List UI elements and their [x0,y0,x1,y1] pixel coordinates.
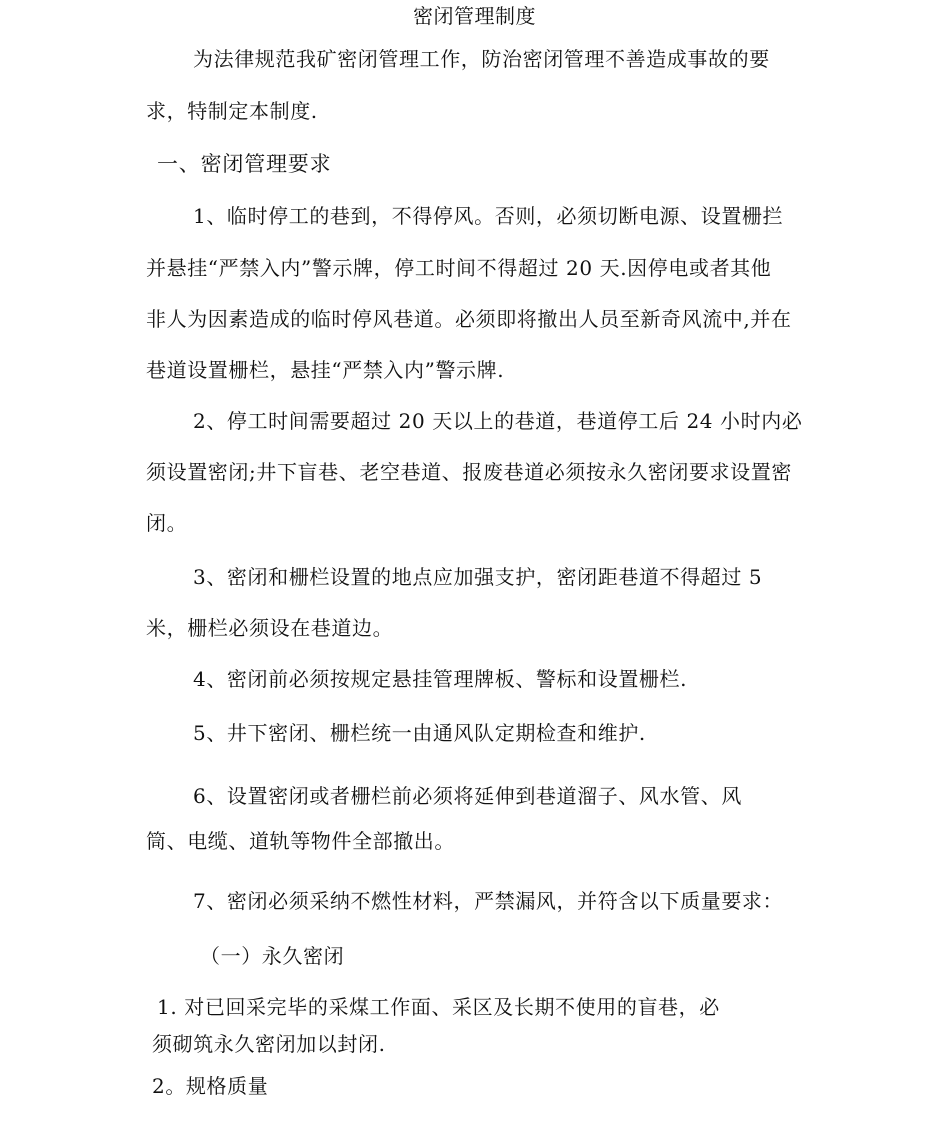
document-title: 密闭管理制度 [413,4,536,28]
item-2-line-2: 须设置密闭;井下盲巷、老空巷道、报废巷道必须按永久密闭要求设置密 [146,460,792,484]
sub-item-2: 2。规格质量 [152,1074,269,1098]
sub-item-1-line-2: 须砌筑永久密闭加以封闭. [152,1032,386,1056]
item-2-line-1: 2、停工时间需要超过 20 天以上的巷道，巷道停工后 24 小时内必 [193,409,803,433]
item-4: 4、密闭前必须按规定悬挂管理牌板、警标和设置栅栏. [193,667,688,691]
intro-line-1: 为法律规范我矿密闭管理工作，防治密闭管理不善造成事故的要 [193,47,770,71]
sub-heading-permanent-seal: （一）永久密闭 [200,944,345,968]
item-1-line-3: 非人为因素造成的临时停风巷道。必须即将撤出人员至新奇风流中,并在 [146,307,792,331]
item-3-line-2: 米，栅栏必须设在巷道边。 [146,616,394,640]
item-5: 5、井下密闭、栅栏统一由通风队定期检查和维护. [193,721,646,745]
item-7: 7、密闭必须采纳不燃性材料，严禁漏风，并符含以下质量要求： [193,889,784,913]
item-6-line-1: 6、设置密闭或者栅栏前必须将延伸到巷道溜子、风水管、风 [193,784,742,808]
item-1-line-2: 并悬挂“严禁入内”警示牌，停工时间不得超过 20 天.因停电或者其他 [146,256,772,280]
item-1-line-1: 1、临时停工的巷到，不得停风。否则，必须切断电源、设置栅拦 [193,204,784,228]
intro-line-2: 求，特制定本制度. [146,99,318,123]
sub-item-1-line-1: 1. 对已回采完毕的采煤工作面、采区及长期不使用的盲巷，必 [157,995,720,1019]
section-heading: 一、密闭管理要求 [157,152,332,176]
item-3-line-1: 3、密闭和栅栏设置的地点应加强支护，密闭距巷道不得超过 5 [193,565,763,589]
item-2-line-3: 闭。 [146,511,188,535]
item-6-line-2: 筒、电缆、道轨等物件全部撤出。 [146,829,455,853]
item-1-line-4: 巷道设置栅栏，悬挂“严禁入内”警示牌. [146,358,505,382]
